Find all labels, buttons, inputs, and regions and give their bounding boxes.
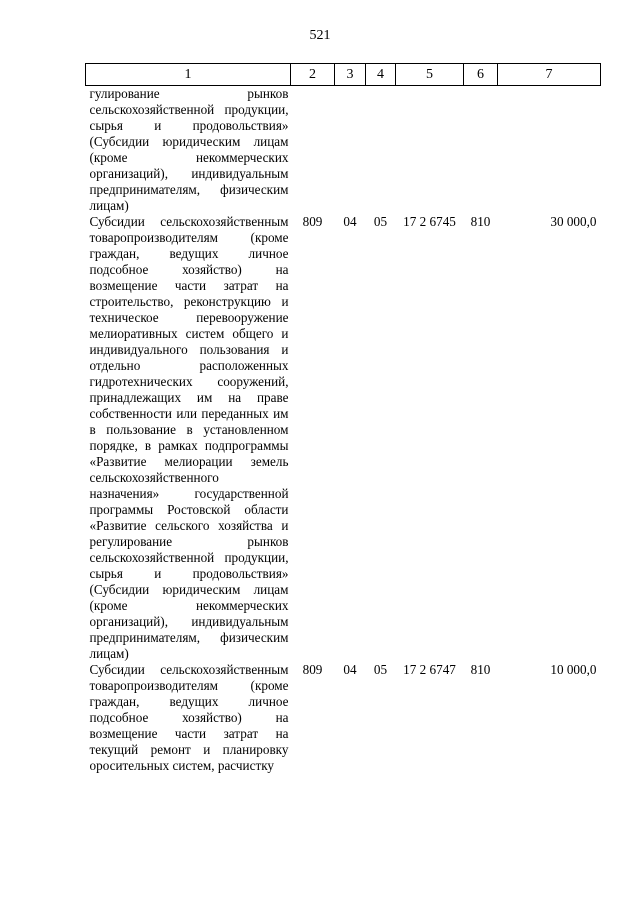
row-description: Субсидии сельскохозяйственным товаропроизводителям (кроме граждан, ведущих личное подсобное хозяйство) на возмещение части затрат на строительство, реконструкцию и техническое перевооружение мелиоративных систем общего и индивидуального пользования и отдельно расположенных гидротехнических сооружений, принадлежащих им на праве собственности или переданных им в пользование в установленном порядке, в рамках подпрограммы «Развитие мелиорации земель сельскохозяйственного назначения» государственной программы Ростовской области «Развитие сельского хозяйства и регулирование рынков сельскохозяйственной продукции, сырья и продовольствия» (Субсидии юридическим лицам (кроме некоммерческих организаций), индивидуальным предпринимателям, физическим лицам): [89, 214, 289, 661]
column-header-1: 1: [86, 64, 291, 86]
expense-type-code: 810: [470, 214, 491, 229]
amount-value: 30 000,0: [550, 214, 597, 229]
row-description: Субсидии сельскохозяйственным товаропроизводителям (кроме граждан, ведущих личное подсобное хозяйство) на возмещение части затрат на текущий ремонт и планировку оросительных систем, расчистку: [89, 662, 289, 773]
subsection-code: [366, 86, 396, 215]
section-code: 04: [343, 662, 357, 677]
target-article-code: 17 2 6747: [403, 662, 456, 677]
section-code: 04: [343, 214, 357, 229]
ministry-code: 809: [302, 662, 323, 677]
amount-value: 10 000,0: [550, 662, 597, 677]
amount-value: [498, 86, 601, 215]
column-header-7: 7: [498, 64, 601, 86]
table-row: [86, 662, 601, 774]
expense-type-code: 810: [470, 662, 491, 677]
ministry-code: 809: [302, 214, 323, 229]
row-description: гулирование рынков сельскохозяйственной продукции, сырья и продовольствия» (Субсидии юридическим лицам (кроме некоммерческих организаций), индивидуальным предпринимателям, физическим лицам): [89, 86, 289, 213]
target-article-code: 17 2 6745: [403, 214, 456, 229]
table-header-row: [86, 64, 601, 86]
section-code: [335, 86, 366, 215]
page-number: 521: [309, 28, 331, 43]
target-article-code: [396, 86, 464, 215]
expense-type-code: [464, 86, 498, 215]
budget-table: [85, 63, 601, 774]
column-header-4: 4: [366, 64, 396, 86]
column-header-6: 6: [464, 64, 498, 86]
column-header-3: 3: [335, 64, 366, 86]
table-row: [86, 214, 601, 662]
subsection-code: 05: [373, 214, 388, 229]
column-header-5: 5: [396, 64, 464, 86]
subsection-code: 05: [373, 662, 388, 677]
ministry-code: [291, 86, 335, 215]
column-header-2: 2: [291, 64, 335, 86]
table-row: [86, 86, 601, 215]
